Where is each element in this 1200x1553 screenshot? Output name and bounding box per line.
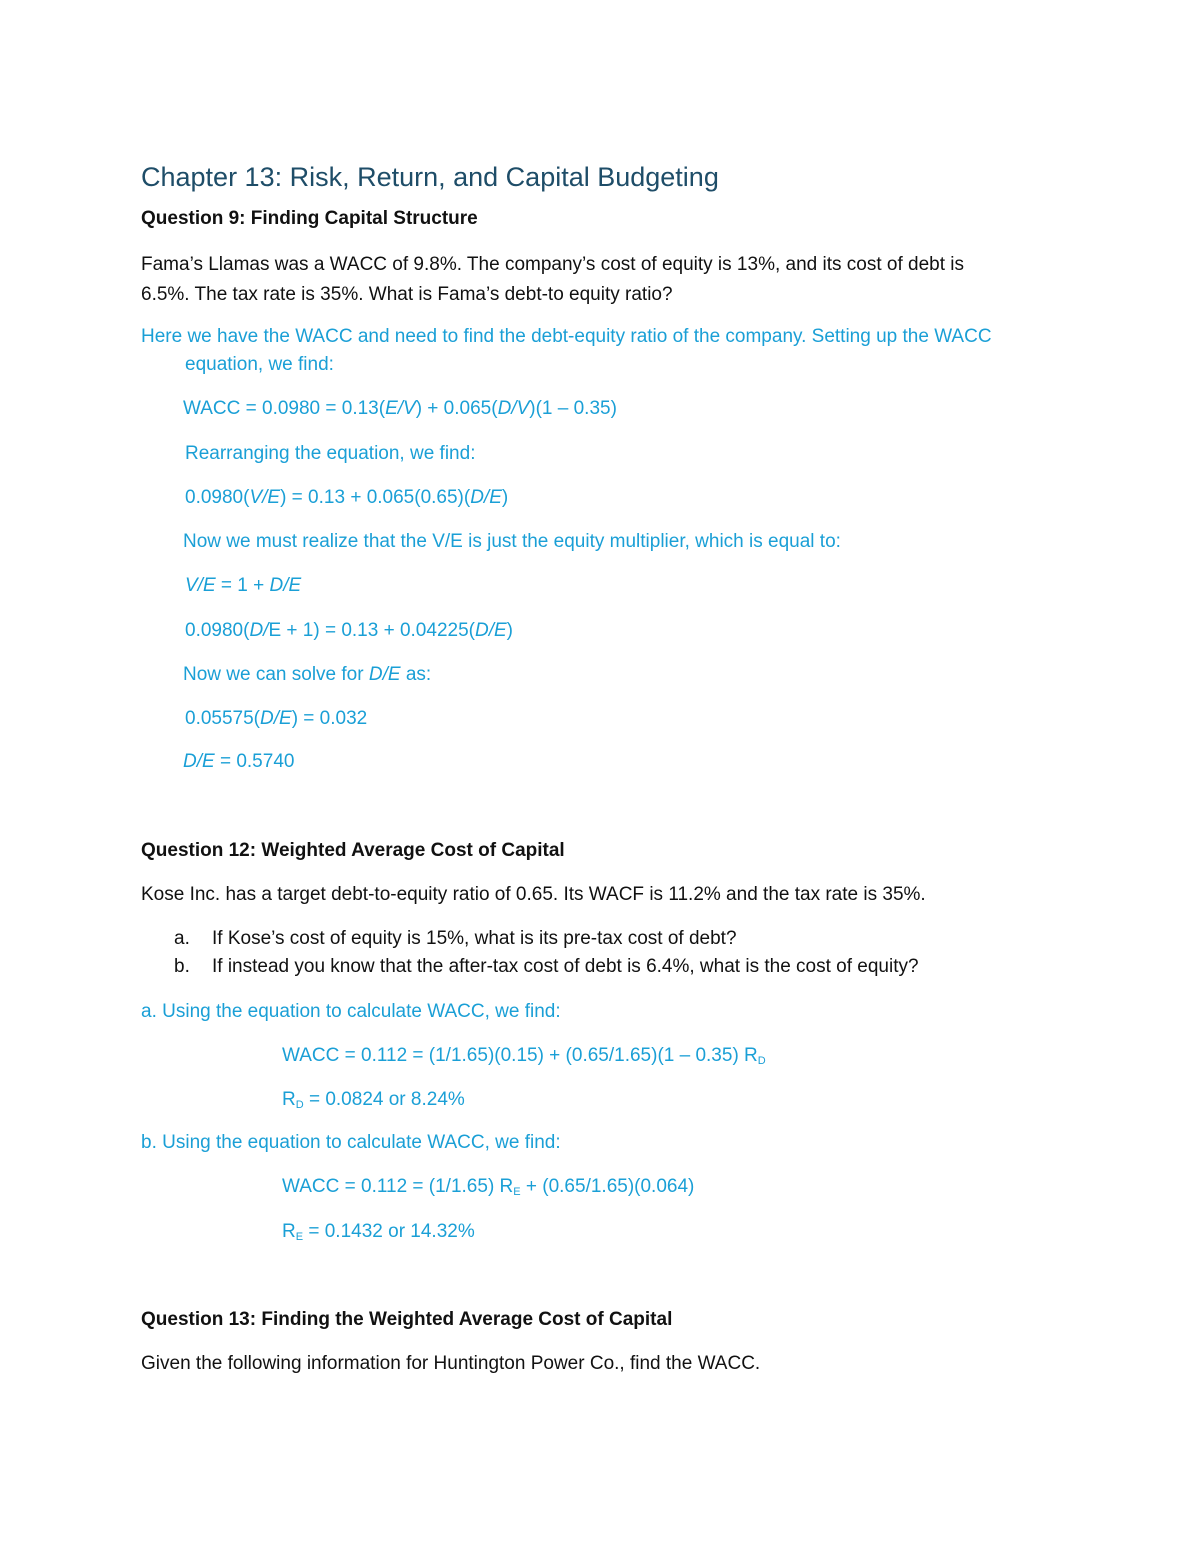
- q13-problem: Given the following information for Huntington Power Co., find the WACC.: [141, 1353, 761, 1374]
- list-item-text: If Kose’s cost of equity is 15%, what is its pre-tax cost of debt?: [212, 928, 737, 949]
- q12-solution-b-answer: $R_E = 0.1432$ or 14.32%: [282, 1221, 475, 1243]
- q9-equity-multiplier-note: Now we must realize that the V/E is just the equity multiplier, which is equal to:: [183, 531, 841, 552]
- list-marker: b.: [174, 956, 190, 977]
- list-marker: a.: [174, 928, 190, 949]
- q12-heading: Question 12: Weighted Average Cost of Capital: [141, 840, 565, 861]
- q9-equation-substituted: 0.0980(D/E + 1) = 0.13 + 0.04225(D/E): [185, 620, 513, 641]
- q12-solution-a-equation: WACC = 0.112 = (1/1.65)(0.15) + (0.65/1.65)(1 – 0.35) $R_D$: [282, 1045, 766, 1067]
- q9-equation-multiplier: V/E = 1 + D/E: [185, 575, 302, 596]
- chapter-title: Chapter 13: Risk, Return, and Capital Budgeting: [141, 162, 719, 192]
- q9-solve-text: Now we can solve for D/E as:: [183, 664, 432, 685]
- q9-equation-rearranged: 0.0980(V/E) = 0.13 + 0.065(0.65)(D/E): [185, 487, 509, 508]
- q9-answer: D/E = 0.5740: [183, 751, 295, 772]
- q12-solution-b-equation: WACC = 0.112 = (1/1.65) $R_E + (0.65/1.65)(0.064)$: [282, 1176, 695, 1198]
- q9-equation-simplified: 0.05575(D/E) = 0.032: [185, 708, 368, 729]
- list-item-text: If instead you know that the after-tax cost of debt is 6.4%, what is the cost of equity?: [212, 956, 919, 977]
- q9-problem-line-2: 6.5%. The tax rate is 35%. What is Fama’s debt-to equity ratio?: [141, 284, 673, 305]
- q9-solution-intro-1: Here we have the WACC and need to find the debt-equity ratio of the company. Setting up the WACC: [141, 326, 992, 347]
- q12-solution-a-answer: $R_D = 0.0824$ or 8.24%: [282, 1089, 465, 1111]
- q12-item-a: [174, 927, 737, 951]
- q9-equation-wacc: WACC = 0.0980 = 0.13(E/V) + 0.065(D/V)(1 – 0.35): [183, 398, 617, 419]
- q12-solution-b-intro: b. Using the equation to calculate WACC, we find:: [141, 1132, 561, 1153]
- q9-solution-intro-2: equation, we find:: [185, 354, 334, 375]
- q9-rearranging-text: Rearranging the equation, we find:: [185, 443, 476, 464]
- q12-solution-a-intro: a. Using the equation to calculate WACC, we find:: [141, 1001, 561, 1022]
- q12-problem: Kose Inc. has a target debt-to-equity ratio of 0.65. Its WACF is 11.2% and the tax rate is 35%.: [141, 884, 926, 905]
- q13-heading: Question 13: Finding the Weighted Average Cost of Capital: [141, 1309, 673, 1330]
- q9-heading: Question 9: Finding Capital Structure: [141, 208, 478, 229]
- q9-problem-line-1: Fama’s Llamas was a WACC of 9.8%. The company’s cost of equity is 13%, and its cost of debt is: [141, 254, 965, 275]
- q12-item-b: [174, 955, 919, 979]
